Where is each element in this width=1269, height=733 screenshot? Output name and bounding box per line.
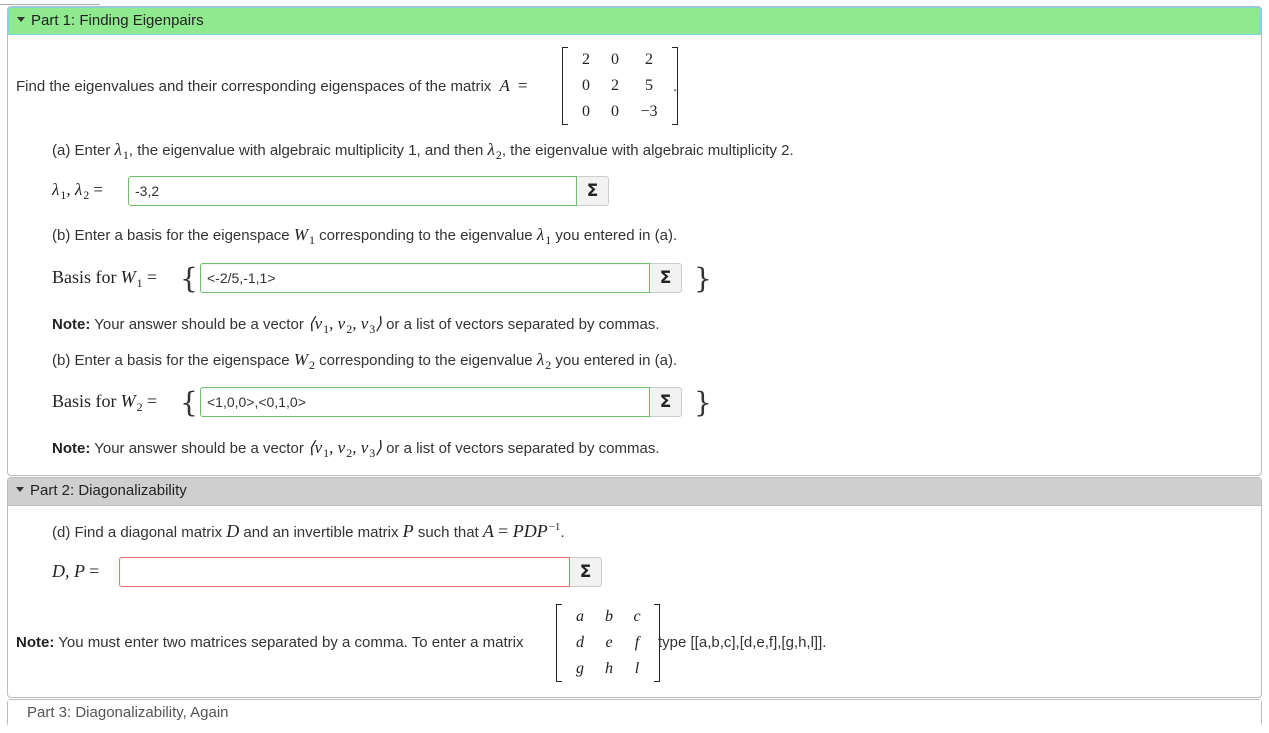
basis-label: Basis for bbox=[52, 267, 117, 287]
part-1-title: Part 1: Finding Eigenpairs bbox=[31, 12, 204, 29]
example-cell: h bbox=[605, 660, 613, 677]
question-d-text2: and an invertible matrix bbox=[243, 524, 399, 541]
left-brace: { bbox=[180, 262, 198, 295]
example-cell: l bbox=[634, 660, 640, 677]
equation-editor-button[interactable] bbox=[577, 176, 609, 206]
answer-a-group bbox=[128, 176, 609, 206]
note-label: Note: bbox=[52, 316, 91, 333]
dp-label: D, P = bbox=[52, 561, 100, 581]
top-edge-fragment bbox=[0, 0, 100, 5]
note-matrix-text: You must enter two matrices separated by a comma. To enter a matrix bbox=[58, 634, 524, 651]
question-b1-text2: corresponding to the eigenvalue bbox=[319, 227, 533, 244]
basis-w1-label: Basis for $W_1$ = bbox=[52, 267, 157, 290]
matrix-cell: 2 bbox=[582, 51, 590, 68]
lambda-label: $\lambda_1$, $\lambda_2$ = bbox=[52, 180, 104, 202]
example-cell: g bbox=[576, 660, 584, 677]
example-cell: c bbox=[633, 608, 641, 625]
part-3-header[interactable] bbox=[8, 700, 1261, 728]
basis-w2-label: Basis for $W_2$ = bbox=[52, 391, 157, 414]
note-vector-1: Note: Your answer should be a vector $⟨v_1$, $v_2$, $v_3⟩$ or a list of vectors separated by commas. bbox=[52, 314, 660, 336]
note-matrix-tail-text: type [[a,b,c],[d,e,f],[g,h,l]]. bbox=[658, 634, 827, 651]
question-a-text2: , the eigenvalue with algebraic multiplicity 1, and then bbox=[128, 142, 484, 159]
part-3-panel[interactable] bbox=[7, 699, 1262, 727]
left-brace: { bbox=[180, 386, 198, 419]
question-b2-text1: (b) Enter a basis for the eigenspace bbox=[52, 352, 290, 369]
example-cell: f bbox=[634, 634, 640, 651]
matrix-cell: 2 bbox=[645, 51, 653, 68]
note-tail: or a list of vectors separated by commas. bbox=[386, 316, 660, 333]
question-b2-text2: corresponding to the eigenvalue bbox=[319, 352, 533, 369]
matrix-cell: 0 bbox=[611, 51, 619, 68]
answer-b2-group bbox=[200, 387, 682, 417]
matrix-cell: 0 bbox=[582, 103, 590, 120]
equation-editor-button[interactable] bbox=[650, 387, 682, 417]
sigma-icon: Σ bbox=[659, 268, 672, 288]
matrix-label: A bbox=[499, 76, 510, 95]
question-b1: (b) Enter a basis for the eigenspace $W_1$ corresponding to the eigenvalue $\lambda_1$ you entered in (a). bbox=[52, 225, 678, 247]
matrix-cell: 0 bbox=[611, 103, 619, 120]
answer-d-group bbox=[119, 557, 602, 587]
matrix-cell: 0 bbox=[582, 77, 590, 94]
right-brace: } bbox=[694, 262, 712, 295]
problem-text: Find the eigenvalues and their corresponding eigenspaces of the matrix bbox=[16, 78, 492, 95]
note-tail: or a list of vectors separated by commas. bbox=[386, 440, 660, 457]
equation-editor-button[interactable] bbox=[650, 263, 682, 293]
caret-down-icon bbox=[17, 17, 25, 22]
part-1-header[interactable] bbox=[8, 7, 1261, 35]
answer-b2-input[interactable] bbox=[200, 387, 650, 417]
note-label: Note: bbox=[16, 634, 55, 651]
example-matrix bbox=[556, 604, 660, 682]
question-b1-text1: (b) Enter a basis for the eigenspace bbox=[52, 227, 290, 244]
part-3-title: Part 3: Diagonalizability, Again bbox=[27, 704, 229, 721]
example-cell: a bbox=[576, 608, 584, 625]
note-matrix-tail bbox=[658, 634, 826, 651]
basis-label: Basis for bbox=[52, 391, 117, 411]
question-b2-text3: you entered in (a). bbox=[555, 352, 678, 369]
example-cell: b bbox=[605, 608, 613, 625]
caret-down-icon bbox=[16, 487, 24, 492]
problem-statement: Find the eigenvalues and their corresponding eigenspaces of the matrix A = bbox=[16, 76, 528, 95]
question-a-text1: (a) Enter bbox=[52, 142, 111, 159]
matrix-cell: −3 bbox=[640, 103, 658, 120]
matrix-A bbox=[562, 47, 678, 125]
period: . bbox=[673, 78, 678, 95]
sigma-icon: Σ bbox=[659, 392, 672, 412]
sigma-icon: Σ bbox=[579, 562, 592, 582]
note-text: Your answer should be a vector bbox=[94, 440, 304, 457]
question-d-text1: (d) Find a diagonal matrix bbox=[52, 524, 223, 541]
note-label: Note: bbox=[52, 440, 91, 457]
note-matrix bbox=[16, 634, 523, 651]
sigma-icon: Σ bbox=[586, 181, 599, 201]
question-a: (a) Enter $\lambda_1$, the eigenvalue with algebraic multiplicity 1, and then $\lambda_2$, the eigenvalue with algebraic multiplicity 2. bbox=[52, 140, 794, 162]
question-d: (d) Find a diagonal matrix D and an invertible matrix P such that $A = PDP^{-1}$. bbox=[52, 521, 565, 541]
question-b1-text3: you entered in (a). bbox=[555, 227, 678, 244]
answer-a-input[interactable] bbox=[128, 176, 577, 206]
note-vector-2: Note: Your answer should be a vector $⟨v_1$, $v_2$, $v_3⟩$ or a list of vectors separated by commas. bbox=[52, 438, 660, 460]
matrix-cell: 2 bbox=[611, 77, 619, 94]
part-2-title: Part 2: Diagonalizability bbox=[30, 482, 187, 499]
example-cell: e bbox=[605, 634, 613, 651]
question-a-text3: , the eigenvalue with algebraic multiplicity 2. bbox=[501, 142, 794, 159]
right-brace: } bbox=[694, 386, 712, 419]
question-d-text3: such that bbox=[417, 524, 479, 541]
part-2-header[interactable] bbox=[8, 478, 1261, 506]
answer-b1-input[interactable] bbox=[200, 263, 650, 293]
note-text: Your answer should be a vector bbox=[94, 316, 304, 333]
question-b2: (b) Enter a basis for the eigenspace $W_2$ corresponding to the eigenvalue $\lambda_2$ you entered in (a). bbox=[52, 350, 678, 372]
answer-b1-group bbox=[200, 263, 682, 293]
matrix-cell: 5 bbox=[645, 77, 653, 94]
equation-editor-button[interactable] bbox=[570, 557, 602, 587]
answer-d-input[interactable] bbox=[119, 557, 570, 587]
example-cell: d bbox=[576, 634, 584, 651]
